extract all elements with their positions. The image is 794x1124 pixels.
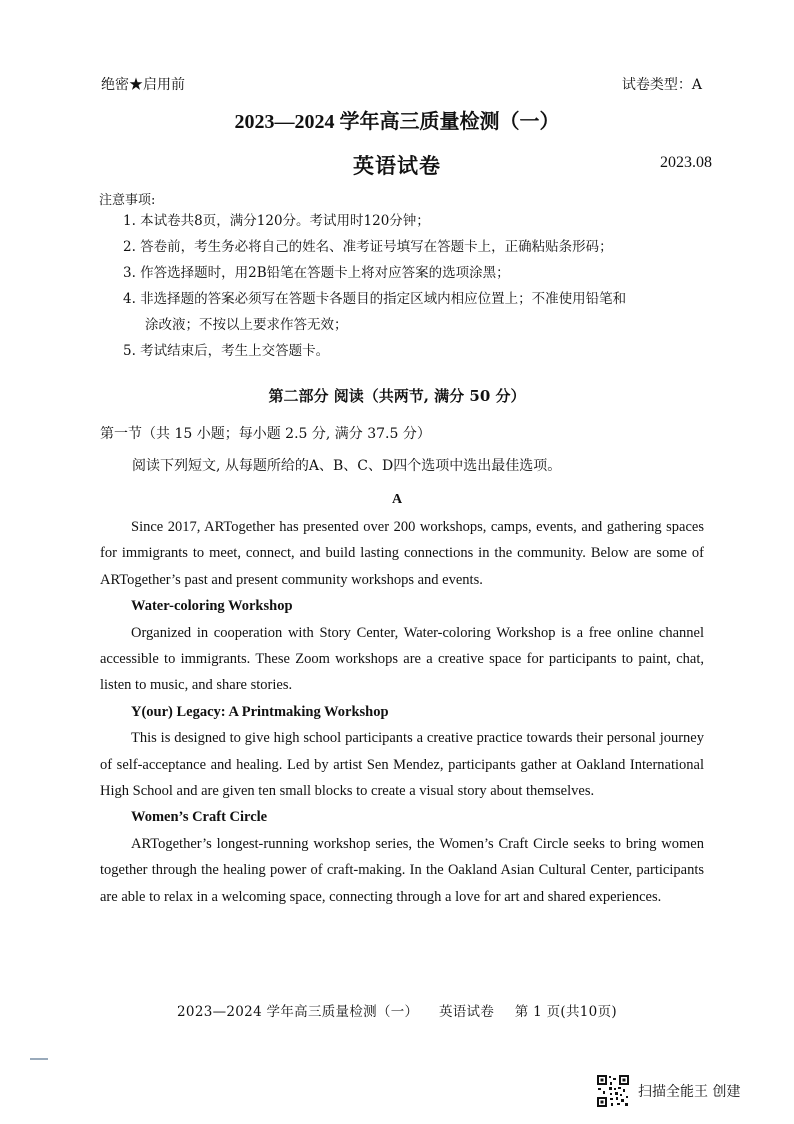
footer-exam: 2023—2024 学年高三质量检测（一） (177, 1004, 419, 1020)
section-heading: Water-coloring Workshop (131, 598, 293, 615)
section-paragraph: ARTogether’s longest-running workshop series, the Women’s Craft Circle seeks to bring women together through the healing power of craft-making. In the Oakland Asian Cultural Center, participants are able to relax in a welcoming space, connecting through a love for art and shared experiences. (100, 835, 704, 905)
exam-title: 2023—2024 学年高三质量检测（一） (234, 111, 560, 133)
notice-item: 2. 答卷前，考生务必将自己的姓名、准考证号填写在答题卡上，正确粘贴条形码； (123, 239, 613, 255)
section-paragraph: Organized in cooperation with Story Center, Water-coloring Workshop is a free online channel accessible to immigrants. These Zoom workshops are a creative space for participants to paint, chat, listen to music, and share stories. (100, 624, 704, 694)
notice-item: 5. 考试结束后，考生上交答题卡。 (123, 343, 330, 359)
qr-code-icon (596, 1074, 630, 1108)
part-title: 第二部分 阅读（共两节, 满分 50 分） (268, 387, 526, 405)
notice-list (123, 208, 723, 364)
section-heading: Y(our) Legacy: A Printmaking Workshop (131, 703, 389, 720)
scanner-watermark (596, 1074, 740, 1108)
section-paragraph: This is designed to give high school participants a creative practice towards their personal journey of self-acceptance and healing. Led by artist Sen Mendez, participants gather at Oakland International High School and are given ten small blocks to create a visual story about themselves. (100, 730, 704, 800)
notice-title: 注意事项: (99, 193, 156, 208)
section-instruction: 阅读下列短文, 从每题所给的A、B、C、D四个选项中选出最佳选项。 (132, 458, 562, 474)
notice-item: 3. 作答选择题时，用2B铅笔在答题卡上将对应答案的选项涂黑； (123, 265, 510, 281)
notice-item: 4. 非选择题的答案必须写在答题卡各题目的指定区域内相应位置上；不准使用铅笔和 (123, 291, 627, 307)
exam-date: 2023.08 (660, 154, 712, 171)
scan-edge-mark (30, 1058, 48, 1060)
section-heading: Women’s Craft Circle (131, 809, 268, 826)
footer-subject: 英语试卷 (438, 1004, 495, 1020)
notice-item: 涂改液；不按以上要求作答无效； (145, 317, 348, 333)
confidential-mark: 绝密★启用前 (101, 77, 185, 93)
passage-body (100, 514, 704, 910)
scanner-label: 扫描全能王 创建 (638, 1084, 741, 1100)
footer-page: 第 1 页(共10页) (514, 1004, 617, 1020)
paper-type: 试卷类型：A (621, 77, 702, 93)
page-footer (0, 1000, 794, 1020)
section-title: 第一节（共 15 小题；每小题 2.5 分, 满分 37.5 分） (100, 426, 431, 442)
notice-item: 1. 本试卷共8页，满分120分。考试用时120分钟； (123, 213, 430, 229)
passage-intro: Since 2017, ARTogether has presented over 200 workshops, camps, events, and gathering spaces for immigrants to meet, connect, and build lasting connections in the community. Below are some of ARTogether’s past and present community workshops and events. (100, 519, 704, 588)
subject-title: 英语试卷 (353, 153, 441, 178)
passage-letter: A (391, 492, 403, 507)
